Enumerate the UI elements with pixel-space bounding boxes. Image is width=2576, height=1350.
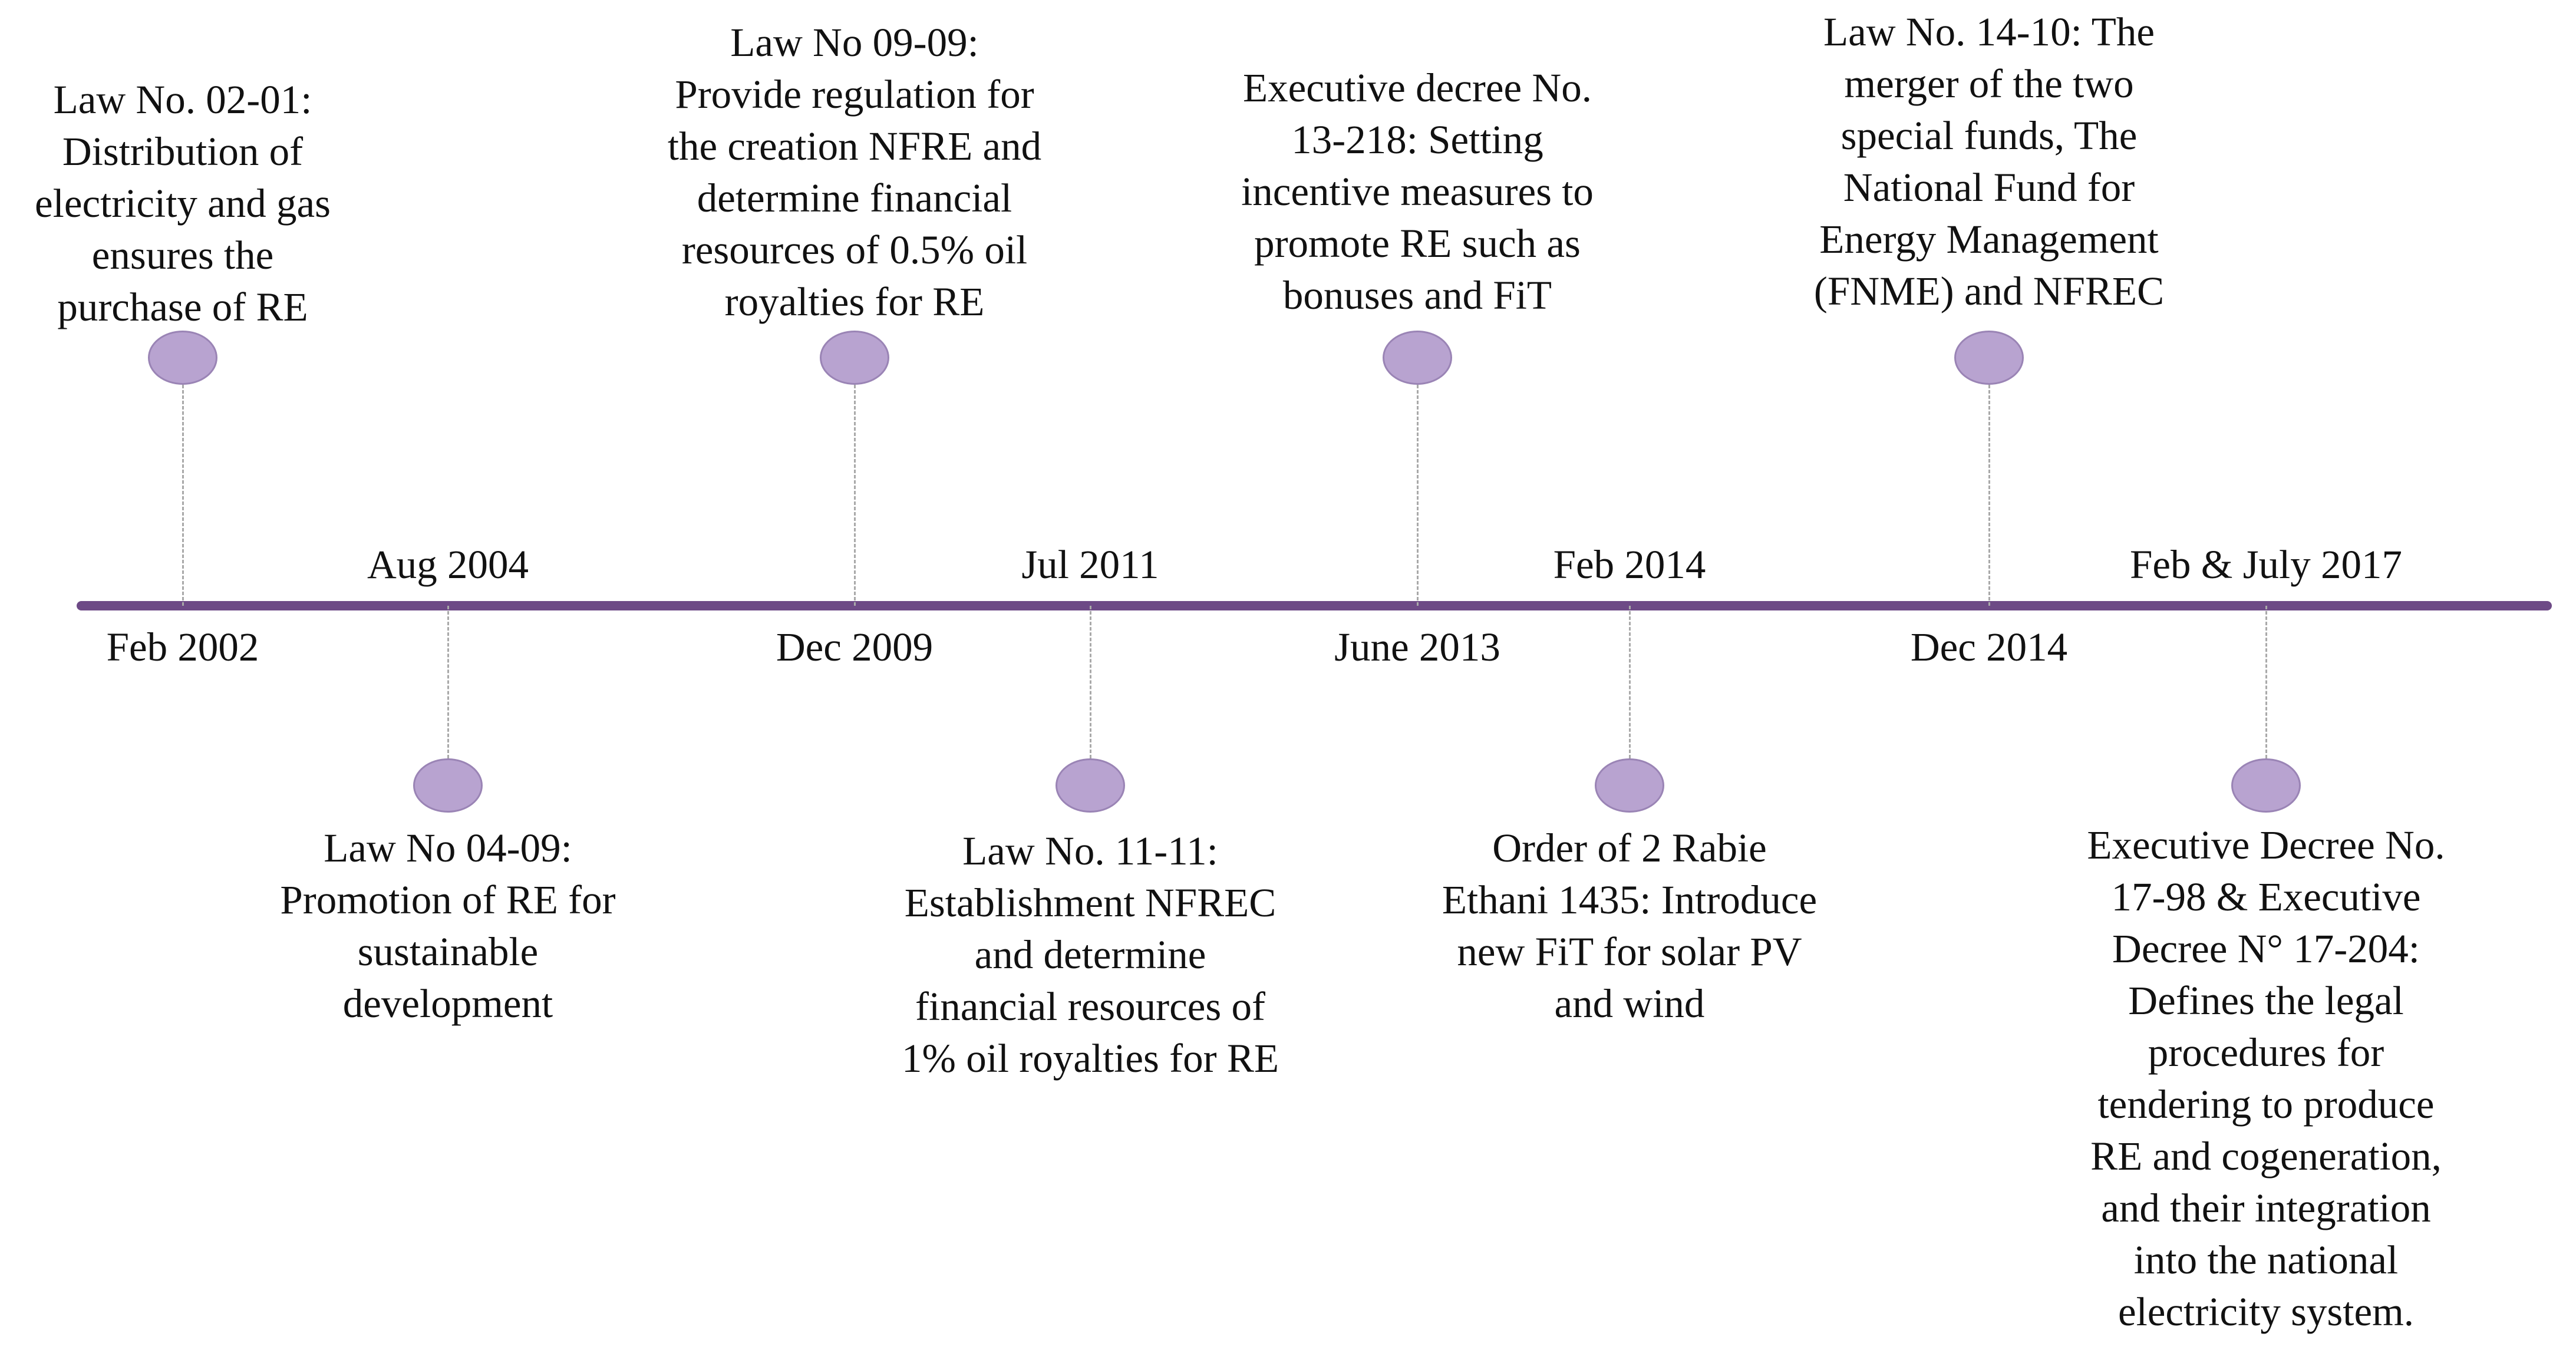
event-description-line: (FNME) and NFREC — [1813, 269, 2165, 313]
event-description-line: royalties for RE — [724, 279, 985, 324]
event-description-line: Executive Decree No. — [2087, 823, 2445, 867]
event-description-line: tendering to produce — [2097, 1082, 2435, 1127]
event-marker — [1383, 331, 1452, 385]
event-connector — [1417, 385, 1419, 606]
event-marker — [148, 331, 217, 385]
event-marker — [2231, 758, 2301, 813]
event-description-line: special funds, The — [1841, 113, 2138, 158]
event-description-line: Order of 2 Rabie — [1492, 826, 1767, 870]
event-description-line: promote RE such as — [1254, 221, 1581, 266]
event-description-line: Energy Management — [1819, 217, 2159, 262]
event-description-line: Law No. 14-10: The — [1823, 9, 2155, 54]
event-description-line: 1% oil royalties for RE — [901, 1036, 1279, 1081]
event-description — [1164, 62, 1671, 321]
event-description-line: bonuses and FiT — [1282, 273, 1552, 318]
event-marker — [820, 331, 889, 385]
event-connector — [1629, 606, 1631, 758]
event-description-line: the creation NFRE and — [667, 124, 1042, 169]
event-description-line: ensures the — [91, 233, 274, 278]
event-description-line: purchase of RE — [57, 285, 308, 329]
event-description-line: electricity and gas — [35, 181, 331, 226]
event-marker — [1056, 758, 1125, 813]
event-connector — [2265, 606, 2267, 758]
event-description-line: sustainable — [357, 929, 539, 974]
event-description-line: Law No 09-09: — [730, 20, 979, 65]
event-description — [1370, 822, 1889, 1029]
event-connector — [182, 385, 184, 606]
event-marker — [1595, 758, 1664, 813]
event-description-line: and wind — [1554, 981, 1705, 1026]
event-description-line: National Fund for — [1843, 165, 2135, 210]
event-description-line: electricity system. — [2117, 1289, 2414, 1334]
event-date: Aug 2004 — [367, 542, 529, 587]
event-connector — [1988, 385, 1990, 606]
event-description-line: and determine — [974, 932, 1206, 977]
event-description-line: Establishment NFREC — [904, 880, 1277, 925]
event-description-line: RE and cogeneration, — [2090, 1134, 2442, 1179]
event-description-line: Distribution of — [62, 129, 304, 174]
event-description-line: 17-98 & Executive — [2111, 874, 2421, 919]
event-date: Dec 2014 — [1910, 625, 2068, 669]
event-date: Feb 2002 — [106, 625, 259, 669]
event-description — [1747, 6, 2231, 317]
event-description-line: determine financial — [697, 176, 1012, 220]
event-date: Feb & July 2017 — [2130, 542, 2402, 587]
event-description-line: financial resources of — [915, 984, 1265, 1029]
event-connector — [854, 385, 856, 606]
event-description-line: Provide regulation for — [675, 72, 1034, 117]
event-description-line: resources of 0.5% oil — [681, 227, 1028, 272]
event-marker — [413, 758, 483, 813]
event-description — [0, 74, 407, 333]
event-description-line: Executive decree No. — [1243, 65, 1592, 110]
event-description-line: Decree N° 17-204: — [2112, 926, 2420, 971]
event-marker — [1954, 331, 2024, 385]
event-date: Dec 2009 — [776, 625, 934, 669]
event-description-line: 13-218: Setting — [1291, 117, 1543, 162]
event-description-line: Law No. 02-01: — [53, 77, 312, 122]
event-description-line: Law No. 11-11: — [962, 829, 1218, 873]
event-description-line: incentive measures to — [1241, 169, 1594, 214]
event-description-line: Defines the legal — [2128, 978, 2404, 1023]
event-description — [589, 16, 1120, 328]
event-description-line: Promotion of RE for — [280, 877, 616, 922]
event-description-line: new FiT for solar PV — [1457, 929, 1802, 974]
event-description-line: Ethani 1435: Introduce — [1442, 877, 1818, 922]
event-connector — [447, 606, 449, 758]
event-description — [2013, 819, 2519, 1338]
event-date: June 2013 — [1334, 625, 1500, 669]
event-description-line: and their integration — [2101, 1186, 2431, 1230]
event-description — [831, 825, 1350, 1084]
event-description-line: procedures for — [2148, 1030, 2384, 1075]
event-description-line: into the national — [2133, 1237, 2399, 1282]
event-description-line: development — [342, 981, 553, 1026]
event-description-line: Law No 04-09: — [324, 826, 572, 870]
event-connector — [1090, 606, 1091, 758]
event-date: Feb 2014 — [1553, 542, 1706, 587]
event-description-line: merger of the two — [1844, 61, 2134, 106]
event-description — [212, 822, 684, 1029]
event-date: Jul 2011 — [1021, 542, 1159, 587]
